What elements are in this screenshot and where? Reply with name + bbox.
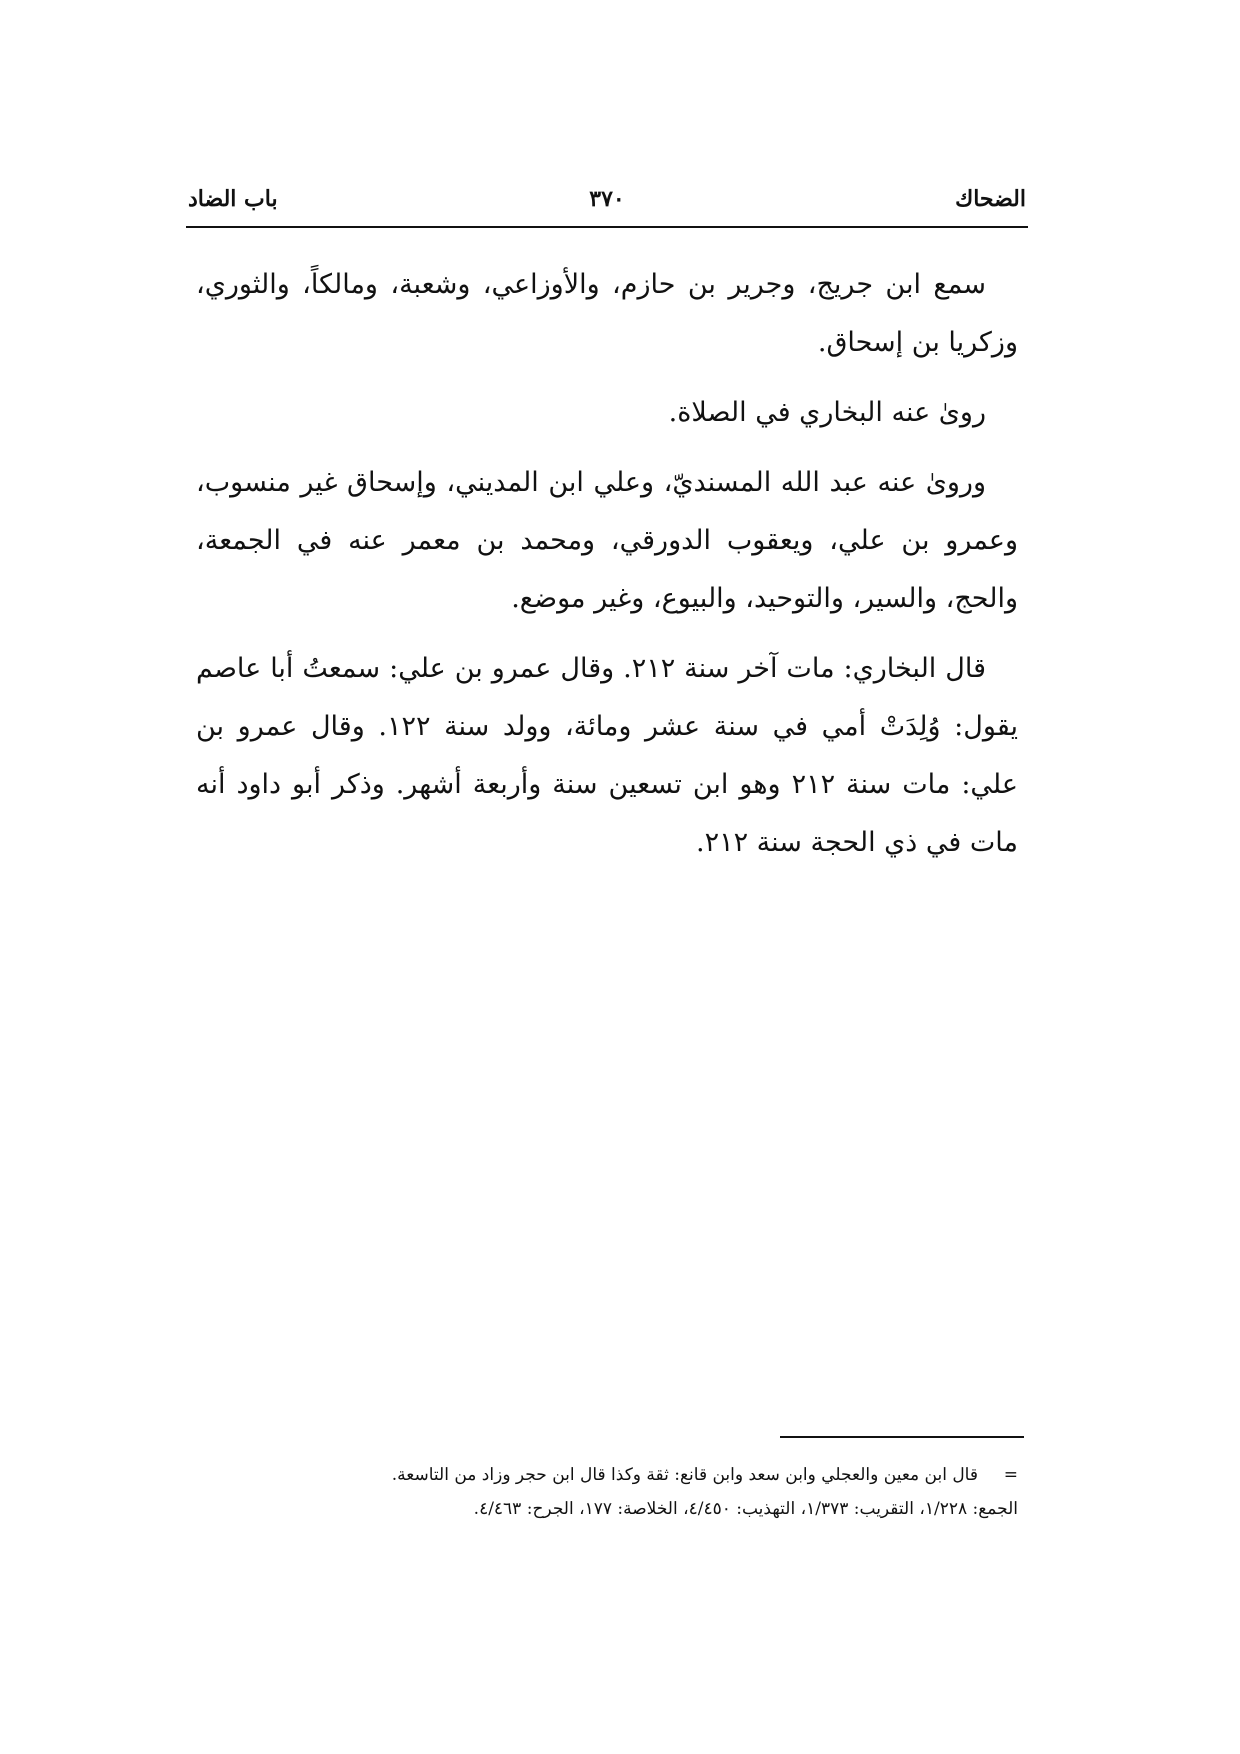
header-rule: [186, 226, 1028, 228]
footnote-line: [210, 1458, 1018, 1492]
footnote: [210, 1458, 1018, 1526]
paragraph: سمع ابن جريج، وجرير بن حازم، والأوزاعي، وشعبة، ومالكاً، والثوري، وزكريا بن إسحاق.: [196, 269, 1018, 358]
header-entry-name: الضحاك: [955, 186, 1026, 212]
footnote-rule: [780, 1436, 1024, 1438]
main-text: [196, 256, 1018, 884]
header-chapter-title: باب الضاد: [188, 186, 278, 212]
paragraph: وروىٰ عنه عبد الله المسنديّ، وعلي ابن المديني، وإسحاق غير منسوب، وعمرو بن علي، ويعقوب الدورقي، ومحمد بن معمر عنه في الجمعة، والحج، والسير، والتوحيد، والبيوع، وغير موضع.: [196, 467, 1018, 614]
footnote-references: الجمع: ١/٢٢٨، التقريب: ١/٣٧٣، التهذيب: ٤/٤٥٠، الخلاصة: ١٧٧، الجرح: ٤/٤٦٣.: [473, 1499, 1018, 1519]
running-header: [188, 186, 1026, 226]
footnote-text: قال ابن معين والعجلي وابن سعد وابن قانع: ثقة وكذا قال ابن حجر وزاد من التاسعة.: [391, 1465, 978, 1485]
footnote-continuation-marker: =: [1003, 1465, 1018, 1485]
paragraph: قال البخاري: مات آخر سنة ٢١٢. وقال عمرو بن علي: سمعتُ أبا عاصم يقول: وُلِدَتْ أمي في سنة عشر ومائة، وولد سنة ١٢٢. وقال عمرو بن علي: مات سنة ٢١٢ وهو ابن تسعين سنة وأربعة أشهر. وذكر أبو داود أنه مات في ذي الحجة سنة ٢١٢.: [196, 653, 1019, 858]
page-number: ٣٧٠: [589, 186, 625, 212]
footnote-line: [210, 1492, 1018, 1526]
paragraph: روىٰ عنه البخاري في الصلاة.: [668, 397, 986, 428]
